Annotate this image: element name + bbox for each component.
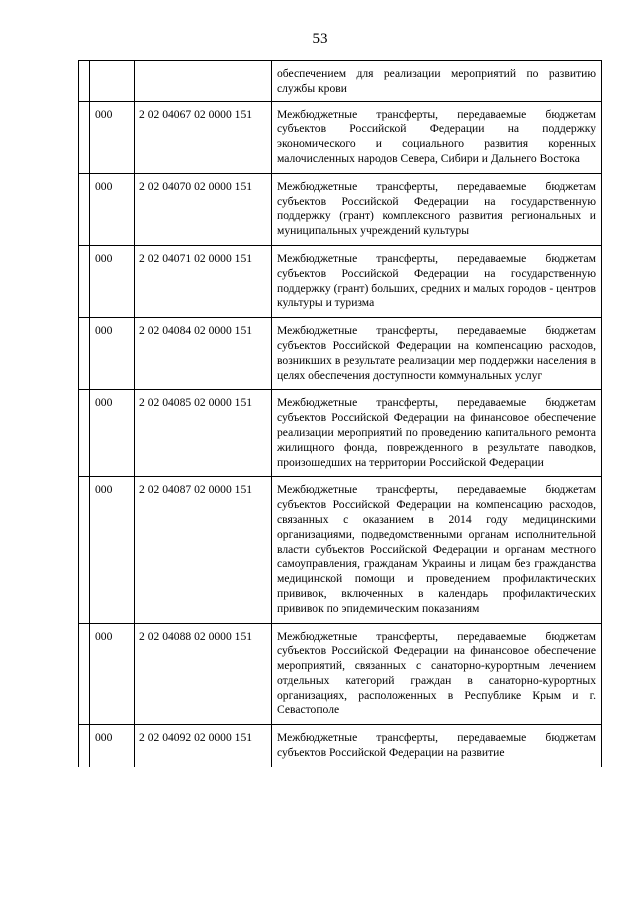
description-cell: обеспечением для реализации мероприятий по развитию службы крови: [272, 61, 602, 102]
margin-cell: [79, 245, 90, 317]
margin-cell: [79, 61, 90, 102]
table-row: [79, 390, 602, 477]
table-row: [79, 318, 602, 390]
budget-code-cell: 2 02 04092 02 0000 151: [135, 725, 272, 768]
budget-code-cell: [135, 61, 272, 102]
admin-code-cell: 000: [90, 623, 135, 725]
margin-cell: [79, 318, 90, 390]
table-row: [79, 477, 602, 623]
admin-code-cell: 000: [90, 101, 135, 173]
description-cell: Межбюджетные трансферты, передаваемые бюджетам субъектов Российской Федерации на развитие: [272, 725, 602, 768]
budget-code-cell: 2 02 04071 02 0000 151: [135, 245, 272, 317]
page-number: 53: [312, 31, 328, 47]
admin-code-cell: 000: [90, 173, 135, 245]
description-cell: Межбюджетные трансферты, передаваемые бюджетам субъектов Российской Федерации на государственную поддержку (грант) больших, средних и малых городов - центров культуры и туризма: [272, 245, 602, 317]
table-row: [79, 61, 602, 102]
margin-cell: [79, 623, 90, 725]
budget-code-cell: 2 02 04087 02 0000 151: [135, 477, 272, 623]
table-row: [79, 101, 602, 173]
description-cell: Межбюджетные трансферты, передаваемые бюджетам субъектов Российской Федерации на поддержку экономического и социального развития коренных малочисленных народов Севера, Сибири и Дальнего Востока: [272, 101, 602, 173]
budget-code-cell: 2 02 04085 02 0000 151: [135, 390, 272, 477]
margin-cell: [79, 101, 90, 173]
admin-code-cell: 000: [90, 477, 135, 623]
description-cell: Межбюджетные трансферты, передаваемые бюджетам субъектов Российской Федерации на государственную поддержку (грант) комплексного развития региональных и муниципальных учреждений культуры: [272, 173, 602, 245]
admin-code-cell: 000: [90, 725, 135, 768]
admin-code-cell: [90, 61, 135, 102]
table-row: [79, 173, 602, 245]
admin-code-cell: 000: [90, 390, 135, 477]
margin-cell: [79, 477, 90, 623]
admin-code-cell: 000: [90, 245, 135, 317]
budget-code-cell: 2 02 04084 02 0000 151: [135, 318, 272, 390]
description-cell: Межбюджетные трансферты, передаваемые бюджетам субъектов Российской Федерации на компенсацию расходов, возникших в результате реализации мер поддержки населения в целях обеспечения доступности коммунальных услуг: [272, 318, 602, 390]
budget-code-cell: 2 02 04088 02 0000 151: [135, 623, 272, 725]
table-row: [79, 245, 602, 317]
admin-code-cell: 000: [90, 318, 135, 390]
margin-cell: [79, 725, 90, 768]
description-cell: Межбюджетные трансферты, передаваемые бюджетам субъектов Российской Федерации на финансовое обеспечение мероприятий, связанных с санаторно-курортным лечением отдельных категорий граждан в санаторно-курортных организациях, расположенных в Республике Крым и г. Севастополе: [272, 623, 602, 725]
budget-code-cell: 2 02 04070 02 0000 151: [135, 173, 272, 245]
budget-codes-table: [78, 60, 602, 767]
margin-cell: [79, 390, 90, 477]
margin-cell: [79, 173, 90, 245]
budget-code-cell: 2 02 04067 02 0000 151: [135, 101, 272, 173]
description-cell: Межбюджетные трансферты, передаваемые бюджетам субъектов Российской Федерации на финансовое обеспечение реализации мероприятий по проведению капитального ремонта жилищного фонда, поврежденного в результате паводков, произошедших на территории Российской Федерации: [272, 390, 602, 477]
description-cell: Межбюджетные трансферты, передаваемые бюджетам субъектов Российской Федерации на компенсацию расходов, связанных с оказанием в 2014 году медицинскими организациями, подведомственными органам исполнительной власти субъектов Российской Федерации и органам местного самоуправления, гражданам Украины и лицам без гражданства медицинской помощи и проведением профилактических прививок, включенных в календарь профилактических прививок по эпидемическим показаниям: [272, 477, 602, 623]
table-row: [79, 623, 602, 725]
table-row: [79, 725, 602, 768]
